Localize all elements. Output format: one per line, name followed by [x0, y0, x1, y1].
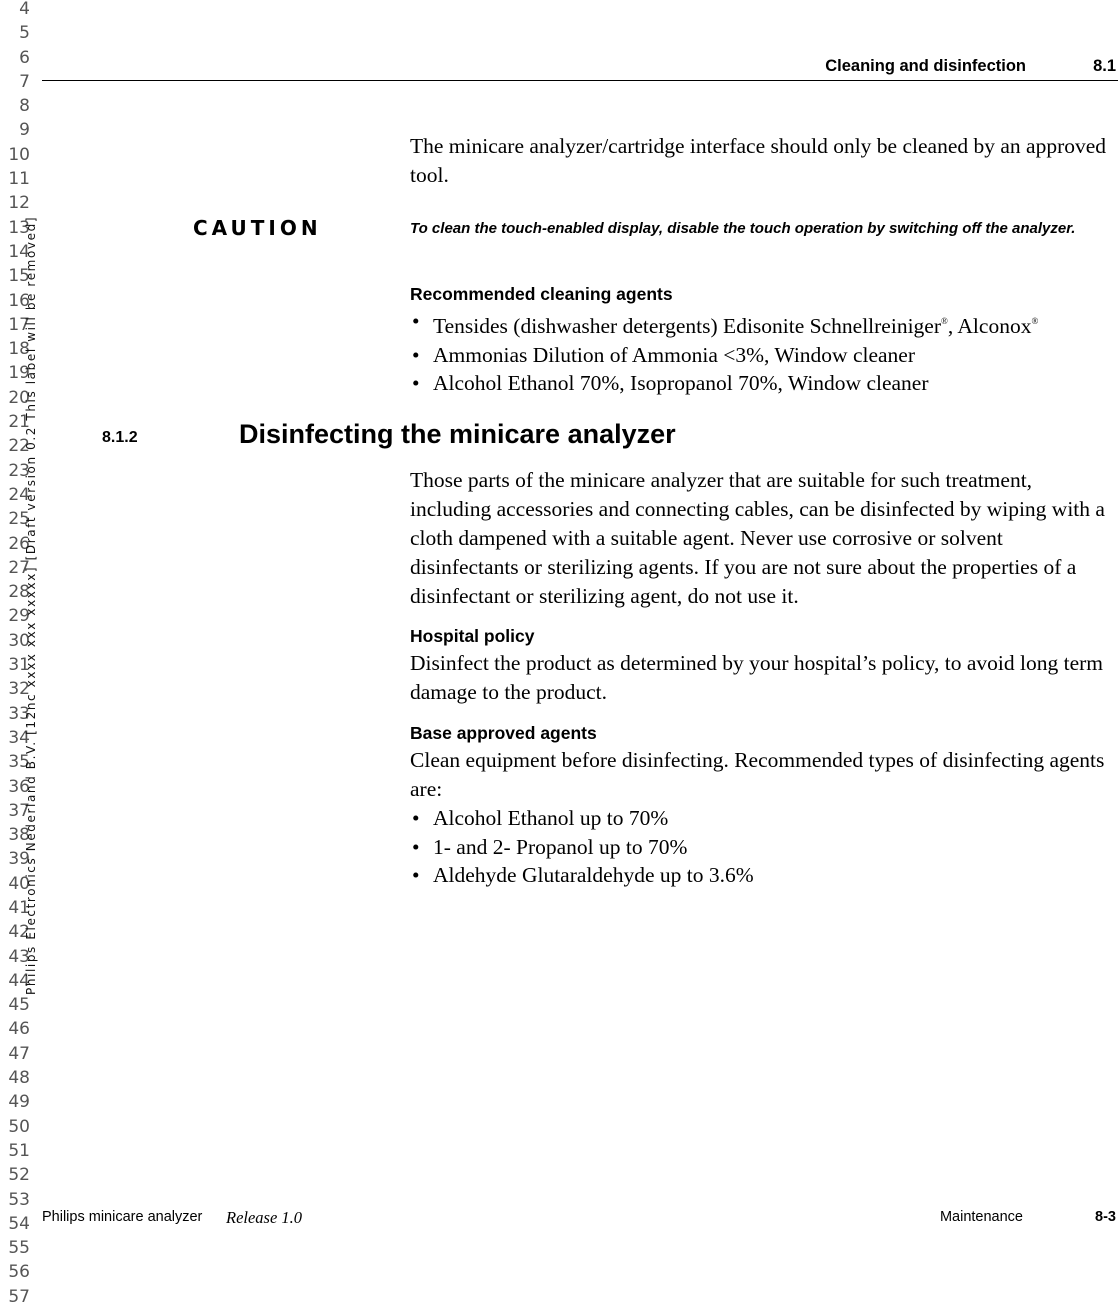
intro-paragraph: The minicare analyzer/cartridge interface should only be cleaned by an approved tool.	[410, 134, 1107, 187]
hospital-policy-heading: Hospital policy	[410, 626, 535, 646]
line-number: 31	[8, 655, 30, 676]
line-number: 57	[8, 1286, 30, 1307]
registered-mark: ®	[941, 316, 948, 326]
line-number: 33	[8, 703, 30, 724]
list-item: • Alcohol Ethanol 70%, Isopropanol 70%, Window cleaner	[410, 369, 1115, 398]
line-number: 5	[19, 23, 30, 44]
list-item: • Tensides (dishwasher detergents) Edisonite Schnellreiniger®, Alconox®	[410, 307, 1115, 341]
line-number: 46	[8, 1019, 30, 1040]
section-title: Disinfecting the minicare analyzer	[239, 419, 676, 449]
line-number: 56	[8, 1262, 30, 1283]
line-number: 43	[8, 946, 30, 967]
line-number: 15	[8, 266, 30, 287]
section-intro-paragraph: Those parts of the minicare analyzer that are suitable for such treatment, including accessories and connecting cables, can be disinfected by wiping with a cloth dampened with a suitable agent. Never use corrosive or solvent disinfectants or sterilizing agents. If you are not sure about the properties of a disinfectant or sterilizing agent, do not use it.	[410, 468, 1105, 608]
line-number: 41	[8, 897, 30, 918]
line-number: 12	[8, 193, 30, 214]
line-number: 27	[8, 557, 30, 578]
line-number: 25	[8, 509, 30, 530]
base-agents-list	[410, 804, 1115, 890]
line-number: 7	[19, 71, 30, 92]
line-number: 24	[8, 484, 30, 505]
list-item: • Alcohol Ethanol up to 70%	[410, 804, 1115, 833]
registered-mark: ®	[1031, 316, 1039, 326]
footer-section-name: Maintenance	[939, 1209, 1023, 1225]
line-number: 36	[8, 776, 30, 797]
line-number: 28	[8, 582, 30, 603]
hospital-policy-text: Disinfect the product as determined by your hospital’s policy, to avoid long term damage to the product.	[410, 651, 1104, 704]
list-item: • 1- and 2- Propanol up to 70%	[410, 833, 1115, 862]
line-number: 35	[8, 752, 30, 773]
header-section-number: 8.1	[1093, 57, 1116, 75]
line-number: 20	[8, 387, 30, 408]
line-number: 40	[8, 873, 30, 894]
line-number: 55	[8, 1238, 30, 1259]
line-number: 16	[8, 290, 30, 311]
cleaning-agents-list	[410, 307, 1115, 398]
line-number: 42	[8, 922, 30, 943]
line-number: 32	[8, 679, 30, 700]
line-number: 10	[8, 144, 30, 165]
line-number: 44	[8, 970, 30, 991]
line-number: 29	[8, 606, 30, 627]
header-title: Cleaning and disinfection	[825, 57, 1026, 75]
base-agents-text: Clean equipment before disinfecting. Recommended types of disinfecting agents are:	[410, 748, 1105, 801]
line-number: 51	[8, 1140, 30, 1161]
line-number: 45	[8, 995, 30, 1016]
line-number: 19	[8, 363, 30, 384]
line-number: 47	[8, 1043, 30, 1064]
line-number: 9	[19, 120, 30, 141]
line-number: 18	[8, 339, 30, 360]
line-number: 48	[8, 1068, 30, 1089]
line-number: 53	[8, 1189, 30, 1210]
line-number: 17	[8, 314, 30, 335]
line-number: 54	[8, 1213, 30, 1234]
caution-text: To clean the touch-enabled display, disable the touch operation by switching off the analyzer.	[410, 220, 1076, 237]
footer-page-number: 8-3	[1095, 1209, 1116, 1225]
line-number: 11	[8, 169, 30, 190]
list-item: • Aldehyde Glutaraldehyde up to 3.6%	[410, 861, 1115, 890]
base-agents-heading: Base approved agents	[410, 723, 597, 743]
line-number: 34	[8, 727, 30, 748]
footer-product: Philips minicare analyzer	[42, 1209, 203, 1225]
cleaning-agents-heading: Recommended cleaning agents	[410, 284, 673, 304]
line-number: 50	[8, 1116, 30, 1137]
footer-release: Release 1.0	[226, 1208, 303, 1227]
section-number: 8.1.2	[102, 429, 138, 446]
line-number: 14	[8, 241, 30, 262]
line-number: 23	[8, 460, 30, 481]
line-number: 26	[8, 533, 30, 554]
caution-label: CAUTION	[193, 216, 322, 240]
list-item: • Ammonias Dilution of Ammonia <3%, Window cleaner	[410, 341, 1115, 370]
line-number: 21	[8, 412, 30, 433]
header-rule	[42, 80, 1118, 81]
line-number: 52	[8, 1165, 30, 1186]
line-number: 13	[8, 217, 30, 238]
line-number: 39	[8, 849, 30, 870]
line-number: 30	[8, 630, 30, 651]
line-number: 38	[8, 825, 30, 846]
line-number: 4	[19, 0, 30, 19]
line-number: 37	[8, 800, 30, 821]
draft-side-label: Philips Electronics Nederland B.V. [12nc xxxx xxx xxxxx] [Draft version 0.2 This label will be removed]	[24, 215, 38, 995]
line-number: 8	[19, 96, 30, 117]
line-number: 22	[8, 436, 30, 457]
line-number: 49	[8, 1092, 30, 1113]
line-number: 6	[19, 47, 30, 68]
